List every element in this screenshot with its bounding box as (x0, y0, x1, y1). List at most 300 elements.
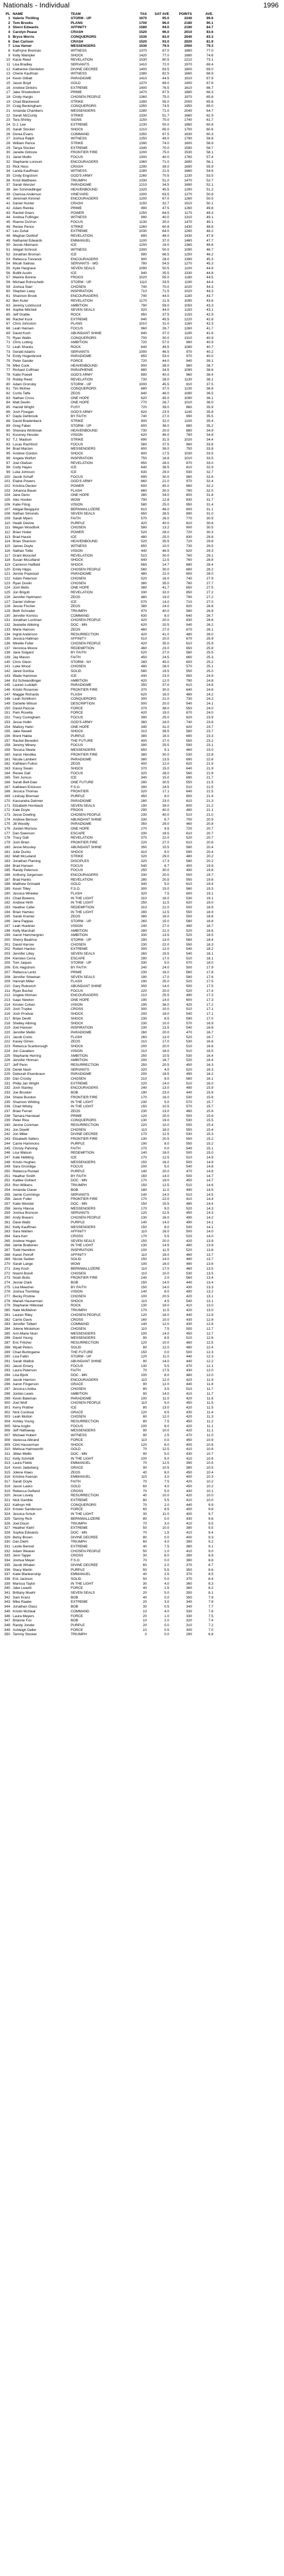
sat-ave-cell: 37.0 (162, 238, 169, 243)
table-row (0, 289, 284, 294)
team-cell: ICE (71, 252, 77, 256)
points-cell: 1260 (184, 229, 192, 234)
name-cell: Jenine Coreman (13, 1123, 39, 1128)
table-row (0, 179, 284, 184)
team-cell: FAITH (71, 1480, 81, 1484)
points-cell: 2000 (184, 100, 192, 104)
tas-cell: 140 (140, 1170, 147, 1174)
place-cell: 73 (6, 350, 10, 354)
points-cell: 480 (186, 1373, 192, 1378)
tas-cell: 1250 (139, 137, 147, 141)
name-cell: Joel Dixon (13, 1521, 29, 1526)
row-spacer (215, 767, 284, 772)
name-cell: Kevin Jaderberg (13, 1466, 39, 1470)
points-cell: 1090 (184, 368, 192, 372)
row-spacer (215, 910, 284, 915)
row-spacer (215, 1105, 284, 1109)
team-cell: REVELATION (71, 591, 93, 595)
points-cell: 1660 (184, 72, 192, 76)
average-cell: 12.5 (206, 1341, 213, 1345)
points-cell: 400 (186, 1535, 192, 1539)
sat-ave-cell: 14.0 (162, 984, 169, 988)
name-cell: Josh Trupke (13, 1007, 32, 1012)
average-cell: 13.7 (206, 1257, 213, 1262)
average-cell: 12.7 (206, 1327, 213, 1331)
sat-ave-cell: 22.5 (162, 1211, 169, 1215)
name-cell: Jen Schmeidlinger (13, 188, 42, 192)
place-cell: 218 (4, 1021, 10, 1025)
table-row (0, 1443, 284, 1448)
row-spacer (215, 1068, 284, 1073)
sat-ave-cell: 21.5 (162, 299, 169, 303)
team-cell: SHOCK (71, 1299, 83, 1303)
sat-ave-cell: 15.5 (162, 845, 169, 849)
place-cell: 136 (4, 641, 10, 645)
row-spacer (215, 1392, 284, 1397)
table-row (0, 920, 284, 924)
row-spacer (215, 600, 284, 605)
team-cell: SHOCK (71, 127, 83, 131)
team-cell: SHOCK (71, 452, 83, 456)
average-cell: 33.0 (206, 461, 213, 465)
tas-cell: 370 (140, 766, 147, 771)
points-cell: 620 (186, 762, 192, 766)
average-cell: 44.5 (206, 276, 213, 280)
table-row (0, 415, 284, 419)
table-row (0, 419, 284, 424)
team-cell: GOLD (71, 1484, 81, 1488)
table-row (0, 1147, 284, 1152)
name-cell: Mike Raabe (13, 1600, 32, 1604)
place-cell: 135 (4, 637, 10, 641)
team-cell: COMMAND (71, 614, 89, 618)
sat-ave-cell: 5.0 (164, 1452, 169, 1456)
points-cell: 1700 (184, 127, 192, 131)
average-cell: 50.8 (206, 192, 213, 196)
team-cell: FORCE (71, 1438, 83, 1442)
points-cell: 430 (186, 1410, 192, 1414)
sat-ave-cell: 18.0 (162, 1151, 169, 1155)
tas-cell: 790 (140, 303, 147, 308)
tas-cell: 840 (140, 331, 147, 335)
average-cell: 28.2 (206, 567, 213, 571)
points-cell: 1430 (184, 225, 192, 229)
points-cell: 1010 (184, 456, 192, 460)
place-cell: 327 (4, 1526, 10, 1530)
name-cell: Heather Kiehl (13, 1526, 34, 1530)
row-spacer (215, 248, 284, 253)
tas-cell: 850 (140, 354, 147, 359)
table-row (0, 493, 284, 498)
tas-cell: 150 (140, 1350, 147, 1354)
row-spacer (215, 1017, 284, 1022)
team-cell: FAITH (71, 1146, 81, 1150)
tas-cell: 190 (140, 980, 147, 984)
team-cell: F.S.O. (71, 1559, 81, 1563)
table-row (0, 980, 284, 984)
tas-cell: 320 (140, 790, 147, 794)
table-row (0, 697, 284, 702)
place-cell: 130 (4, 614, 10, 618)
team-cell: ONE HOPE (71, 586, 89, 590)
sat-ave-cell: 15.0 (162, 887, 169, 891)
sat-ave-cell: 37.0 (162, 683, 169, 688)
team-cell: BOB (71, 1595, 78, 1600)
points-cell: 970 (186, 479, 192, 484)
team-cell: ICE (71, 535, 77, 539)
team-cell: SERVANTS (71, 1067, 89, 1072)
tas-cell: 50 (143, 1549, 147, 1553)
sat-ave-cell: 30.0 (162, 553, 169, 558)
sat-ave-cell: 21.5 (162, 169, 169, 173)
tas-cell: 70 (143, 1369, 147, 1373)
table-row (0, 35, 284, 40)
team-cell: MESSENGERS (71, 1225, 96, 1229)
name-cell: Kristen Sanderson (13, 1508, 42, 1512)
place-cell: 21 (6, 109, 10, 113)
team-cell: SHOCK (71, 766, 83, 771)
row-spacer (215, 743, 284, 748)
team-cell: BY FAITH (71, 966, 87, 970)
table-row (0, 753, 284, 758)
name-cell: Jessica Hallman (13, 637, 39, 641)
place-cell: 305 (4, 1424, 10, 1428)
place-cell: 178 (4, 836, 10, 840)
name-cell: Peter Sander (13, 359, 34, 363)
name-cell: Kelly Kauffman (13, 1225, 37, 1229)
place-cell: 14 (6, 77, 10, 81)
table-row (0, 470, 284, 475)
table-row (0, 72, 284, 77)
name-cell: Veronica Moore (13, 646, 38, 650)
sat-ave-cell: 14.0 (162, 1331, 169, 1336)
average-cell: 24.6 (206, 688, 213, 692)
table-row (0, 586, 284, 591)
table-row (0, 354, 284, 359)
sat-ave-cell: 15.0 (162, 920, 169, 924)
place-cell: 55 (6, 266, 10, 270)
team-cell: PARADIGME (71, 183, 92, 187)
table-row (0, 1411, 284, 1415)
points-cell: 610 (186, 831, 192, 835)
table-row (0, 554, 284, 559)
table-row (0, 438, 284, 443)
place-cell: 256 (4, 1197, 10, 1202)
tas-cell: 720 (140, 405, 147, 410)
row-spacer (215, 1420, 284, 1424)
tas-cell: 1360 (139, 95, 147, 99)
tas-cell: 1360 (139, 160, 147, 164)
average-cell: 31.1 (206, 507, 213, 511)
points-cell: 510 (186, 1081, 192, 1086)
tas-cell: 60 (143, 1484, 147, 1488)
table-row (0, 1036, 284, 1040)
tas-cell: 880 (140, 368, 147, 372)
table-row (0, 1290, 284, 1295)
average-cell: 16.4 (206, 1058, 213, 1063)
points-cell: 1970 (184, 95, 192, 99)
name-cell: Jessie Fischer (13, 604, 36, 609)
average-cell: 13.6 (206, 1262, 213, 1266)
tas-cell: 410 (140, 850, 147, 854)
team-cell: TRIUMPH (71, 1308, 87, 1313)
average-cell: 10.2 (206, 1484, 213, 1488)
place-cell: 310 (4, 1447, 10, 1452)
team-cell: CROSS (71, 1554, 83, 1558)
name-cell: Jesse Lovely (13, 1494, 34, 1498)
table-row (0, 193, 284, 197)
row-spacer (215, 609, 284, 614)
points-cell: 440 (186, 1280, 192, 1285)
place-cell: 342 (4, 1595, 10, 1600)
team-cell: ONE HOPE (71, 725, 89, 729)
points-cell: 1660 (184, 113, 192, 118)
name-cell: Kelly Schmidt (13, 1456, 34, 1461)
average-cell: 25.8 (206, 646, 213, 650)
place-cell: 269 (4, 1257, 10, 1262)
row-spacer (215, 1605, 284, 1610)
tas-cell: 1530 (139, 44, 147, 48)
team-cell: GRACE (71, 1382, 83, 1387)
col-name: NAME (13, 12, 23, 16)
average-cell: 29.8 (206, 535, 213, 539)
team-cell: PURPLE (71, 1623, 85, 1627)
points-cell: 670 (186, 627, 192, 632)
points-cell: 1740 (184, 118, 192, 122)
team-cell: REVELATION (71, 299, 93, 303)
points-cell: 440 (186, 1355, 192, 1359)
average-cell: 11.5 (206, 1401, 213, 1405)
table-row (0, 498, 284, 503)
points-cell: 560 (186, 1276, 192, 1280)
tas-cell: 140 (140, 1151, 147, 1155)
points-cell: 550 (186, 706, 192, 710)
sat-ave-cell: 26.7 (162, 401, 169, 405)
average-cell: 11.3 (206, 1415, 213, 1419)
table-row (0, 16, 284, 21)
points-cell: 480 (186, 692, 192, 697)
average-cell: 21.5 (206, 781, 213, 785)
average-cell: 49.3 (206, 211, 213, 215)
row-spacer (215, 1624, 284, 1628)
col-place: PL (5, 12, 10, 16)
table-row (0, 1586, 284, 1591)
sat-ave-cell: 16.0 (162, 577, 169, 581)
place-cell: 68 (6, 327, 10, 331)
table-row (0, 123, 284, 128)
tas-cell: 30 (143, 1605, 147, 1609)
tas-cell: 380 (140, 586, 147, 590)
table-row (0, 1100, 284, 1105)
tas-cell: 170 (140, 1197, 147, 1202)
points-cell: 480 (186, 855, 192, 859)
tas-cell: 80 (143, 1405, 147, 1410)
table-row (0, 808, 284, 813)
points-cell: 650 (186, 586, 192, 590)
points-cell: 350 (186, 1591, 192, 1595)
points-cell: 2010 (184, 30, 192, 35)
row-spacer (215, 197, 284, 202)
name-cell: Joshua Ralph (13, 137, 35, 141)
tas-cell: 960 (140, 327, 147, 331)
place-cell: 275 (4, 1285, 10, 1289)
sat-ave-cell: 6.7 (164, 817, 169, 822)
sat-ave-cell: 8.0 (164, 1373, 169, 1378)
table-row (0, 683, 284, 688)
team-cell: SEVEN SEALS (71, 1239, 95, 1243)
points-cell: 520 (186, 929, 192, 933)
sat-ave-cell: 29.0 (162, 822, 169, 826)
place-cell: 314 (4, 1466, 10, 1470)
table-row (0, 1137, 284, 1142)
sat-ave-cell: 71.0 (162, 160, 169, 164)
row-spacer (215, 790, 284, 794)
tas-cell: 990 (140, 216, 147, 220)
table-row (0, 882, 284, 887)
row-spacer (215, 169, 284, 174)
team-cell: TRIUMPH (71, 1183, 87, 1188)
sat-ave-cell: 45.0 (162, 396, 169, 400)
average-cell: 21.1 (206, 808, 213, 813)
table-row (0, 1040, 284, 1045)
sat-ave-cell: 19.0 (162, 711, 169, 715)
table-row (0, 1045, 284, 1049)
place-cell: 258 (4, 1206, 10, 1211)
tas-cell: 60 (143, 1508, 147, 1512)
table-row (0, 767, 284, 772)
team-cell: FORCE (71, 1508, 83, 1512)
tas-cell: 230 (140, 1109, 147, 1113)
place-cell: 117 (4, 553, 10, 558)
team-cell: SERVANTS (71, 1211, 89, 1215)
tas-cell: 100 (140, 1295, 147, 1299)
average-cell: 17.0 (206, 1016, 213, 1021)
name-cell: Abigail Bergquist (13, 507, 39, 511)
tas-cell: 990 (140, 252, 147, 256)
table-row (0, 1151, 284, 1156)
average-cell: 14.8 (206, 1165, 213, 1169)
sat-ave-cell: 16.0 (162, 1160, 169, 1164)
sat-ave-cell: 63.5 (162, 192, 169, 196)
tas-cell: 10 (143, 1628, 147, 1632)
row-spacer (215, 1508, 284, 1512)
tas-cell: 180 (140, 1188, 147, 1192)
table-row (0, 1424, 284, 1429)
name-cell: Kevin Gilliatt (13, 77, 32, 81)
team-cell: FOCUS (71, 868, 83, 873)
tas-cell: 110 (141, 1253, 147, 1257)
name-cell: Jeff Penn (13, 1063, 28, 1067)
average-cell: 11.6 (206, 1396, 213, 1401)
table-row (0, 405, 284, 410)
average-cell: 65.6 (206, 100, 213, 104)
tas-cell: 100 (140, 1456, 147, 1461)
place-cell: 119 (4, 562, 10, 567)
sat-ave-cell: 20.0 (162, 1045, 169, 1049)
place-cell: 333 (4, 1554, 10, 1558)
row-spacer (215, 1586, 284, 1591)
place-cell: 150 (4, 706, 10, 710)
average-cell: 17.3 (206, 993, 213, 998)
row-spacer (215, 521, 284, 526)
place-cell: 299 (4, 1396, 10, 1401)
team-cell: PURPLE (71, 1170, 85, 1174)
average-cell: 48.8 (206, 225, 213, 229)
points-cell: 450 (186, 1211, 192, 1215)
row-spacer (215, 21, 284, 26)
name-cell: Shelley Albring (13, 1021, 36, 1025)
row-spacer (215, 1290, 284, 1295)
table-row (0, 878, 284, 883)
average-cell: 26.7 (206, 614, 213, 618)
sat-ave-cell: 0.0 (164, 1535, 169, 1539)
sat-ave-cell: 93.0 (162, 39, 169, 44)
average-cell: 23.2 (206, 739, 213, 743)
tas-cell: 660 (140, 488, 147, 493)
sat-ave-cell: 70.5 (162, 173, 169, 178)
place-cell: 191 (4, 896, 10, 900)
row-spacer (215, 479, 284, 484)
row-spacer (215, 688, 284, 693)
row-spacer (215, 623, 284, 628)
place-cell: 25 (6, 127, 10, 131)
name-cell: Matt Devlin (13, 401, 30, 405)
points-cell: 550 (186, 669, 192, 674)
place-cell: 313 (4, 1461, 10, 1465)
team-cell: SEVEN SEALS (71, 804, 95, 808)
average-cell: 12.8 (206, 1322, 213, 1327)
points-cell: 1260 (184, 327, 192, 331)
row-spacer (215, 1466, 284, 1471)
row-spacer (215, 1591, 284, 1596)
sat-ave-cell: 32.0 (162, 419, 169, 424)
row-spacer (215, 753, 284, 758)
sat-ave-cell: 50.5 (162, 266, 169, 270)
tas-cell: 250 (140, 901, 147, 905)
points-cell: 480 (186, 808, 192, 813)
average-cell: 35.8 (206, 410, 213, 414)
table-row (0, 276, 284, 280)
name-cell: Laura Meyers (13, 1614, 35, 1618)
table-row (0, 739, 284, 744)
name-cell: Brian Hoder (13, 531, 32, 535)
name-cell: Andrew Benson (13, 817, 38, 822)
name-cell: Brad Hanks (13, 877, 31, 882)
row-spacer (215, 327, 284, 332)
place-cell: 329 (4, 1535, 10, 1539)
average-cell: 13.2 (206, 1290, 213, 1294)
tas-cell: 640 (140, 345, 147, 349)
tas-cell: 230 (140, 1021, 147, 1025)
row-spacer (215, 253, 284, 258)
row-spacer (215, 498, 284, 503)
place-cell: 193 (4, 906, 10, 909)
name-cell: Mariah Hauserman (13, 1299, 43, 1303)
tas-cell: 1350 (139, 104, 147, 109)
team-cell: THE FUTURE (71, 1350, 93, 1354)
average-cell: 15.1 (206, 1146, 213, 1150)
row-spacer (215, 1619, 284, 1624)
table-row (0, 512, 284, 517)
table-row (0, 544, 284, 549)
table-row (0, 100, 284, 105)
name-cell: Katherine Glentelon (13, 67, 44, 71)
average-cell: 30.6 (206, 521, 213, 525)
tas-cell: 430 (140, 674, 147, 678)
points-cell: 410 (186, 1456, 192, 1461)
sat-ave-cell: 2.0 (164, 1276, 169, 1280)
table-row (0, 688, 284, 693)
